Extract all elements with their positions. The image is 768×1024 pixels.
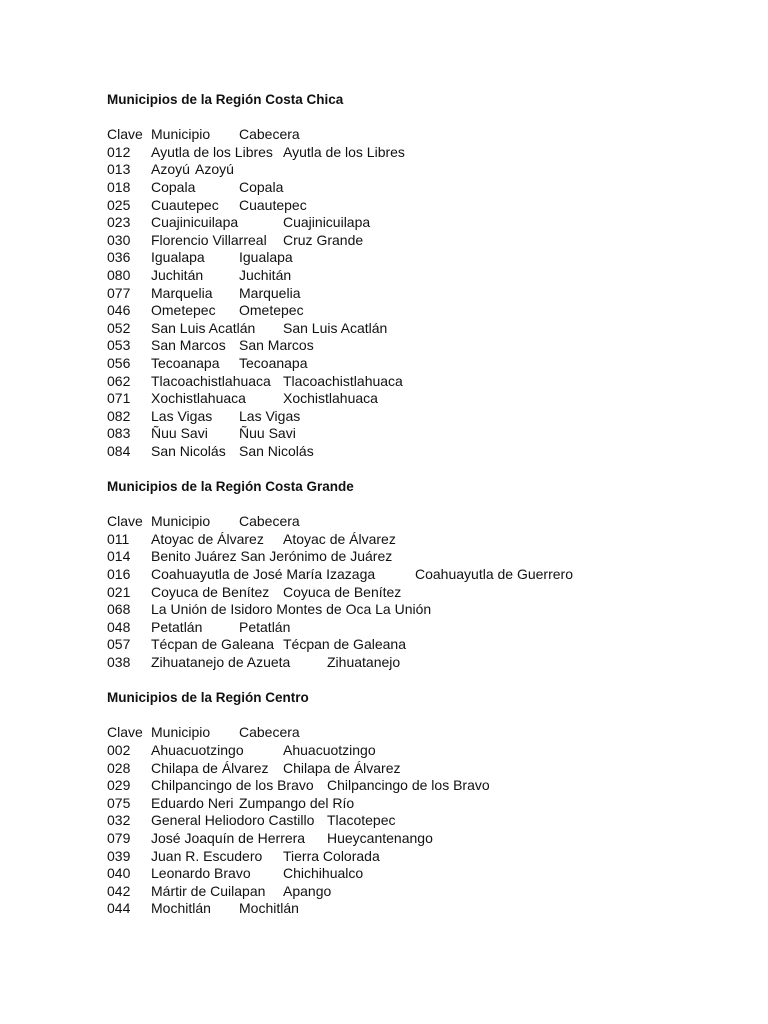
- table-row: 012 Ayutla de los Libres Ayutla de los Libres: [107, 143, 405, 160]
- table-header: Clave Municipio Cabecera: [107, 724, 300, 741]
- section-title: Municipios de la Región Costa Grande: [107, 479, 354, 495]
- table-row: 056 Tecoanapa Tecoanapa: [107, 354, 308, 371]
- table-row: 071 Xochistlahuaca Xochistlahuaca: [107, 390, 378, 407]
- table-row: 039 Juan R. Escudero Tierra Colorada: [107, 847, 380, 864]
- table-row: 021 Coyuca de Benítez Coyuca de Benítez: [107, 583, 402, 600]
- table-row: 002 Ahuacuotzingo Ahuacuotzingo: [107, 741, 376, 758]
- table-header: Clave Municipio Cabecera: [107, 126, 300, 143]
- table-row: 042 Mártir de Cuilapan Apango: [107, 882, 332, 899]
- table-row: 084 San Nicolás San Nicolás: [107, 442, 314, 459]
- table-row: 044 Mochitlán Mochitlán: [107, 900, 299, 917]
- table-row: 030 Florencio Villarreal Cruz Grande: [107, 231, 364, 248]
- table-row: 023 Cuajinicuilapa Cuajinicuilapa: [107, 214, 371, 231]
- table-row: 052 San Luis Acatlán San Luis Acatlán: [107, 319, 388, 336]
- table-row: 079 José Joaquín de Herrera Hueycantenango: [107, 829, 433, 846]
- table-row: 029 Chilpancingo de los Bravo Chilpancingo de los Bravo: [107, 777, 490, 794]
- table-row: 062 Tlacoachistlahuaca Tlacoachistlahuaca: [107, 372, 403, 389]
- table-row: 028 Chilapa de Álvarez Chilapa de Álvarez: [107, 759, 401, 776]
- section-centro: [107, 689, 747, 918]
- table-row: 038 Zihuatanejo de Azueta Zihuatanejo: [107, 654, 401, 670]
- table-row: 057 Técpan de Galeana Técpan de Galeana: [107, 636, 406, 653]
- section-costa-grande: [107, 478, 747, 672]
- table-row: 046 Ometepec Ometepec: [107, 302, 304, 319]
- section-costa-chica: [107, 91, 747, 460]
- table-row: 011 Atoyac de Álvarez Atoyac de Álvarez: [107, 530, 396, 547]
- table-row: 075 Eduardo Neri Zumpango del Río: [107, 794, 355, 811]
- table-row: 048 Petatlán Petatlán: [107, 618, 291, 635]
- table-row: 018 Copala Copala: [107, 178, 284, 195]
- table-row: 053 San Marcos San Marcos: [107, 337, 314, 354]
- table-row: 082 Las Vigas Las Vigas: [107, 407, 301, 424]
- table-row: 014 Benito Juárez San Jerónimo de Juárez: [107, 548, 393, 565]
- table-row: 036 Igualapa Igualapa: [107, 249, 293, 266]
- table-row: 077 Marquelia Marquelia: [107, 284, 301, 301]
- table-header: Clave Municipio Cabecera: [107, 513, 300, 530]
- document-body: [107, 91, 747, 936]
- table-row: 016 Coahuayutla de José María Izazaga Coahuayutla de Guerrero: [107, 566, 573, 583]
- table-row: 083 Ñuu Savi Ñuu Savi: [107, 425, 296, 442]
- table-row: 080 Juchitán Juchitán: [107, 266, 292, 283]
- table-row: 025 Cuautepec Cuautepec: [107, 196, 307, 213]
- section-title: Municipios de la Región Costa Chica: [107, 92, 344, 107]
- table-row: 068 La Unión de Isidoro Montes de Oca La Unión: [107, 601, 432, 618]
- table-row: 032 General Heliodoro Castillo Tlacotepec: [107, 812, 396, 829]
- table-row: 013 Azoyú Azoyú: [107, 161, 234, 178]
- section-title: Municipios de la Región Centro: [107, 690, 309, 706]
- table-row: 040 Leonardo Bravo Chichihualco: [107, 865, 364, 882]
